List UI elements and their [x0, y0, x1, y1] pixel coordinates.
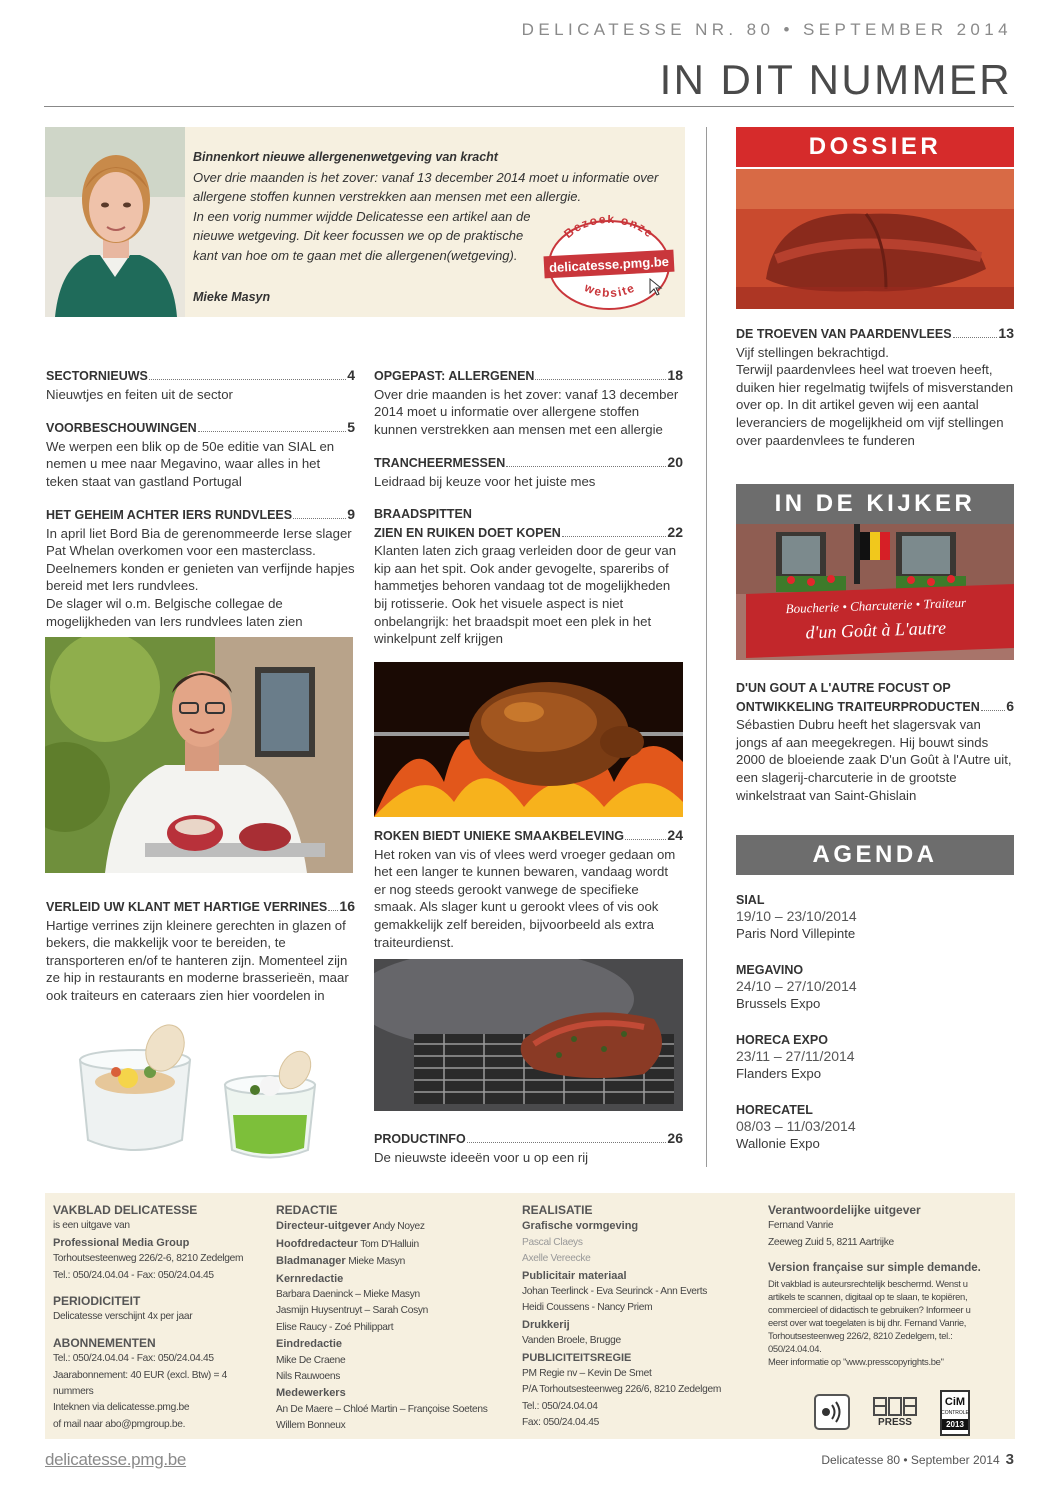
toc-entry-page: 5 — [347, 419, 355, 435]
colophon-line: of mail naar abo@pmgroup.be. — [53, 1418, 186, 1430]
toc-entry-page: 18 — [667, 367, 683, 383]
colophon-label: Bladmanager — [276, 1255, 346, 1268]
cim-logo-caption: CONTROLE — [941, 1409, 969, 1416]
toc-entry-title: OPGEPAST: ALLERGENEN — [374, 369, 535, 383]
agenda-heading: AGENDA — [736, 835, 1014, 875]
colophon-label: Publicitair materiaal — [522, 1269, 627, 1282]
toc-entry-text: Het roken van vis of vlees werd vroeger gedaan om het een langer te kunnen bewaren, vandaag wordt er nog steeds gerookt vanwege de specifieke smaak. Als slager kunt u gerookt vlees of vis ook gemakkelijk zelf bereiden, bijvoorbeeld als extra traiteurdienst. — [374, 846, 676, 950]
colophon-line: Pascal Claeys — [522, 1236, 583, 1248]
toc-entry-title: SECTORNIEUWS — [46, 369, 148, 383]
kijker-text: Sébastien Dubru heeft het slagersvak van jongs af aan meegekregen. Hij bouwt sinds 2000 de bloeiende zaak D'un Goût à l'Autre uit, een slagerij-charcuterie in de grootste winkelstraat van Saint-Ghislain — [736, 717, 1012, 803]
badge-bottom-text: website — [582, 280, 638, 301]
agenda-item — [736, 1103, 1014, 1152]
agenda-event-place: Flanders Expo — [736, 1066, 822, 1081]
kijker-page: 6 — [1006, 697, 1014, 714]
toc-entry-text: In april liet Bord Bia de gerenommeerde Ierse slager Pat Whelan overkomen voor een masterclass. Deelnemers konden er genieten van verfijnde hapjes bereid met Iers rundvlees. — [46, 525, 355, 594]
toc-entry-text: De nieuwste ideeën voor u op een rij — [374, 1149, 589, 1165]
page-title: IN DIT NUMMER — [659, 56, 1012, 103]
colophon-value: Mieke Masyn — [345, 1256, 405, 1268]
toc-entry-page: 9 — [347, 506, 355, 522]
dossier-title: DE TROEVEN VAN PAARDENVLEES — [736, 327, 952, 341]
toc-entry[interactable] — [46, 419, 355, 490]
colophon-label: Directeur-uitgever — [276, 1220, 371, 1233]
colophon-line: Delicatesse verschijnt 4x per jaar — [53, 1311, 193, 1323]
cim-logo-text: CiM — [944, 1395, 966, 1408]
toc-entry[interactable] — [46, 367, 355, 403]
website-badge[interactable] — [540, 215, 678, 311]
toc-entry-title: VOORBESCHOUWINGEN — [46, 421, 197, 435]
editorial-author: Mieke Masyn — [193, 290, 271, 304]
toc-entry-title: VERLEID UW KLANT MET HARTIGE VERRINES — [46, 900, 328, 914]
colophon-publisher-name: Professional Media Group — [53, 1236, 190, 1249]
toc-entry-page: 22 — [667, 523, 683, 540]
dossier-heading: DOSSIER — [736, 127, 1014, 167]
colophon-line: Johan Teerlinck - Eva Seurinck - Ann Everts — [522, 1286, 708, 1298]
agenda-event-name: SIAL — [736, 893, 765, 907]
colophon-line: Axelle Vereecke — [522, 1253, 591, 1265]
badge-top-text: Bezoek onze — [561, 215, 657, 241]
cim-logo — [940, 1390, 970, 1436]
shop-sign-line1: Boucherie • Charcuterie • Traiteur — [785, 594, 967, 617]
colophon-label: Drukkerij — [522, 1318, 570, 1331]
colophon-line: is een uitgave van — [53, 1220, 130, 1232]
toc-entry[interactable] — [46, 898, 355, 1005]
colophon-line: An De Maere – Chloé Martin – Françoise Soetens — [276, 1403, 488, 1415]
colophon-heading: Verantwoordelijke uitgever — [768, 1203, 921, 1217]
footer-issue: Delicatesse 80 • September 2014 — [821, 1453, 1000, 1467]
colophon-line: Zeeweg Zuid 5, 8211 Aartrijke — [768, 1236, 894, 1248]
shop-sign-line2: d'un Goût à L'autre — [805, 617, 947, 643]
colophon-heading: VAKBLAD DELICATESSE — [53, 1203, 198, 1217]
rotisserie-photo — [374, 662, 683, 817]
audio-logo-icon — [814, 1394, 850, 1430]
kijker-heading: IN DE KIJKER — [736, 484, 1014, 524]
copyright-notice: Dit vakblad is auteursrechtelijk beschermd. Wenst u artikels te scannen, digitaal op te slaan, te kopiëren, commercieel of didactisch te gebruiken? Informeer u eerst over wat toegelaten is bij dhr. Fernand Vanrie, Torhoutsesteenweg 226/2, 8210 Zedelgem, tel.: 050/24.04.04. — [768, 1277, 971, 1354]
column-divider — [706, 127, 707, 1167]
colophon-heading: ABONNEMENTEN — [53, 1335, 156, 1350]
toc-entry-title: HET GEHEIM ACHTER IERS RUNDVLEES — [46, 508, 293, 522]
agenda-event-name: HORECATEL — [736, 1103, 813, 1117]
toc-entry-page: 24 — [667, 827, 683, 843]
colophon-line: Barbara Daeninck – Mieke Masyn — [276, 1289, 420, 1301]
kijker-title: ONTWIKKELING TRAITEURPRODUCTEN — [736, 699, 980, 714]
colophon-value: Andy Noyez — [370, 1221, 425, 1233]
toc-entry-title: ZIEN EN RUIKEN DOET KOPEN — [374, 525, 561, 540]
editorial-paragraph: Over drie maanden is het zover: vanaf 13 december 2014 moet u informatie over allergene stoffen kunnen verstrekken aan mensen met een allergie. — [193, 169, 659, 204]
agenda-event-dates: 24/10 – 27/10/2014 — [736, 978, 857, 994]
colophon-legal — [768, 1202, 990, 1368]
colophon-heading: Version française sur simple demande. — [768, 1262, 981, 1275]
colophon-line: Inteknen via delicatesse.pmg.be — [53, 1402, 190, 1414]
toc-entry-text: Hartige verrines zijn kleinere gerechten in glazen of bekers, die makkelijk voor te bereiden, te transporteren en/of te hanteren zijn. Momenteel zijn ze hip in restaurants en moderne brasserieën, maar ook traiteurs en cateraars zien hier voordelen in — [46, 917, 349, 1003]
colophon-line: Jaarabonnement: 40 EUR (excl. Btw) = 4 nummers — [53, 1369, 228, 1398]
toc-entry[interactable] — [374, 506, 683, 648]
colophon-line: Vanden Broele, Brugge — [522, 1335, 621, 1347]
colophon-label: Medewerkers — [276, 1387, 346, 1400]
agenda-item — [736, 893, 1014, 942]
kijker-entry[interactable] — [736, 680, 1014, 804]
dossier-page: 13 — [998, 325, 1014, 341]
toc-entry-text: Leidraad bij keuze voor het juiste mes — [374, 473, 596, 489]
colophon-editorial — [276, 1202, 512, 1435]
colophon-line: Tel.: 050/24.04.04 - Fax: 050/24.04.45 — [53, 1353, 214, 1365]
agenda-event-dates: 23/11 – 27/11/2014 — [736, 1048, 855, 1064]
colophon-heading: REDACTIE — [276, 1203, 338, 1217]
colophon-line: Elise Raucy - Zoé Philippart — [276, 1321, 394, 1333]
toc-entry[interactable] — [374, 827, 683, 951]
issue-line: DELICATESSE NR. 80 • SEPTEMBER 2014 — [521, 20, 1012, 39]
chef-photo — [45, 637, 353, 873]
editor-portrait — [45, 127, 185, 317]
footer-issue-info — [821, 1451, 1014, 1468]
toc-entry-text: Over drie maanden is het zover: vanaf 13 december 2014 moet u informatie over allergene stoffen kunnen verstrekken aan mensen met een allergie — [374, 386, 679, 437]
colophon-line: Mike De Craene — [276, 1354, 346, 1366]
toc-entry[interactable] — [374, 454, 683, 490]
page-number: 3 — [1005, 1451, 1014, 1468]
colophon-label: Eindredactie — [276, 1338, 343, 1351]
colophon-production — [522, 1202, 758, 1432]
colophon-heading: PERIODICITEIT — [53, 1294, 141, 1309]
colophon-line: Jasmijn Huysentruyt – Sarah Cosyn — [276, 1305, 429, 1317]
shop-front-photo — [736, 524, 1014, 660]
agenda-event-name: HORECA EXPO — [736, 1033, 828, 1047]
toc-entry[interactable] — [374, 1130, 683, 1166]
agenda-event-place: Paris Nord Villepinte — [736, 926, 856, 941]
toc-entry[interactable] — [46, 506, 355, 630]
toc-entry-page: 16 — [339, 898, 355, 914]
header-divider — [44, 106, 1014, 107]
toc-entry-supertitle: BRAADSPITTEN — [374, 507, 472, 521]
colophon-line: Willem Bonneux — [276, 1420, 346, 1432]
colophon-label: Kernredactie — [276, 1272, 344, 1285]
cim-logo-year: 2013 — [942, 1419, 968, 1430]
toc-entry-text: Klanten laten zich graag verleiden door de geur van kip aan het spit. Ook ander gevogelte, spareribs of hammetjes behoren vandaag tot de mogelijkheden bij rotisserie. Ook het visuele aspect is niet onbelangrijk: het braadspit moet een plek in het winkelpunt zelf krijgen — [374, 543, 677, 647]
toc-entry-page: 20 — [667, 454, 683, 470]
footer-website-link[interactable]: delicatesse.pmg.be — [45, 1450, 187, 1469]
agenda-event-place: Brussels Expo — [736, 996, 821, 1011]
press-logo — [868, 1392, 922, 1432]
toc-entry-page: 26 — [667, 1130, 683, 1146]
colophon-line: Fernand Vanrie — [768, 1220, 834, 1232]
colophon-line: Tel.: 050/24.04.04 - Fax: 050/24.04.45 — [53, 1269, 214, 1281]
colophon-heading: REALISATIE — [522, 1203, 593, 1217]
agenda-event-dates: 19/10 – 23/10/2014 — [736, 908, 857, 924]
dossier-text: Terwijl paardenvlees heel wat troeven heeft, duiken hier regelmatig twijfels of misverstanden over op. In dit artikel geven wij een aantal leveranciers de mogelijkheid om vijf stellingen over paardenvlees te funderen — [736, 362, 1014, 448]
toc-entry-title: PRODUCTINFO — [374, 1132, 466, 1146]
colophon-line: Fax: 050/24.04.45 — [522, 1417, 600, 1429]
dossier-entry[interactable] — [736, 325, 1014, 449]
colophon-line: Nils Rauwoens — [276, 1371, 341, 1383]
colophon-line: PM Regie nv – Kevin De Smet — [522, 1368, 652, 1380]
colophon-publisher — [53, 1202, 268, 1433]
toc-entry-text: De slager wil o.m. Belgische collegae de mogelijkheden van Iers rundvlees laten zien — [46, 595, 303, 629]
toc-entry-text: Nieuwtjes en feiten uit de sector — [46, 386, 233, 402]
colophon-line: Heidi Coussens - Nancy Priem — [522, 1302, 653, 1314]
colophon-label: PUBLICITEITSREGIE — [522, 1351, 632, 1364]
editorial-paragraph: In een vorig nummer wijdde Delicatesse een artikel aan de nieuwe wetgeving. Dit keer focussen we op de praktische kant van hoe om te gaan met die allergenen(wetgeving). — [193, 208, 531, 263]
badge-url[interactable]: delicatesse.pmg.be — [548, 253, 670, 276]
press-logo-text: PRESS — [878, 1416, 912, 1428]
kijker-title: D'UN GOUT A L'AUTRE FOCUST OP — [736, 681, 951, 695]
colophon-line: Tel.: 050/24.04.04 — [522, 1400, 598, 1412]
horse-meat-photo — [736, 169, 1014, 309]
toc-entry-text: We werpen een blik op de 50e editie van SIAL en nemen u mee naar Megavino, waar alles in het teken staat van gastland Portugal — [46, 438, 335, 489]
copyright-link[interactable]: Meer informatie op "www.presscopyrights.be" — [768, 1355, 944, 1367]
editorial-heading: Binnenkort nieuwe allergenenwetgeving van kracht — [193, 150, 498, 164]
colophon-line: Torhoutsesteenweg 226/2-6, 8210 Zedelgem — [53, 1253, 244, 1265]
smoked-meat-photo — [374, 959, 683, 1111]
agenda-event-name: MEGAVINO — [736, 963, 804, 977]
agenda-event-dates: 08/03 – 11/03/2014 — [736, 1118, 856, 1134]
agenda-event-place: Wallonie Expo — [736, 1136, 820, 1151]
agenda-item — [736, 963, 1014, 1012]
agenda-item — [736, 1033, 1014, 1082]
colophon-label: Hoofdredacteur — [276, 1237, 358, 1250]
toc-entry[interactable] — [374, 367, 683, 438]
toc-entry-title: TRANCHEERMESSEN — [374, 456, 506, 470]
dossier-subtitle: Vijf stellingen bekrachtigd. — [736, 344, 889, 360]
toc-entry-title: ROKEN BIEDT UNIEKE SMAAKBELEVING — [374, 829, 625, 843]
verrines-photo — [70, 1020, 345, 1170]
toc-entry-page: 4 — [347, 367, 355, 383]
colophon-value: Tom D'Halluin — [357, 1238, 419, 1250]
press-logo-icon — [873, 1397, 917, 1417]
colophon-label: Grafische vormgeving — [522, 1220, 639, 1233]
colophon-line: P/A Torhoutsesteenweg 226/6, 8210 Zedelgem — [522, 1384, 722, 1396]
